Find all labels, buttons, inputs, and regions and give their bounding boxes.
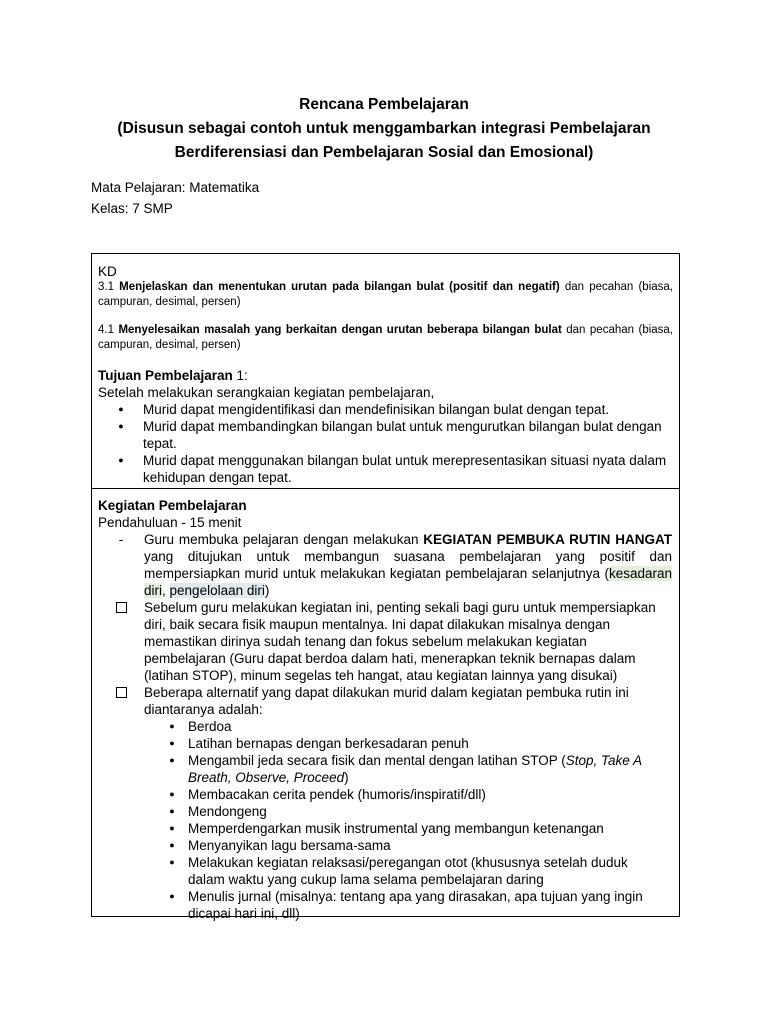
kd-item-4-1: 4.1 Menyelesaikan masalah yang berkaitan dengan urutan beberapa bilangan bulat dan pecahan (biasa, campuran, desimal, persen) — [98, 324, 673, 351]
activities-subheading: Pendahuluan - 15 menit — [98, 515, 242, 530]
title-line-2: (Disusun sebagai contoh untuk menggambarkan integrasi Pembelajaran — [117, 120, 651, 137]
subject-label: Mata Pelajaran: Matematika — [91, 180, 260, 195]
bullet-icon — [165, 752, 179, 771]
grade-label: Kelas: 7 SMP — [91, 201, 173, 216]
title-line-3: Berdiferensiasi dan Pembelajaran Sosial dan Emosional) — [174, 144, 594, 161]
lesson-meta — [91, 177, 259, 219]
bullet-icon — [114, 452, 128, 471]
kd-item-3-1: 3.1 Menjelaskan dan menentukan urutan pada bilangan bulat (positif dan negatif) dan pecahan (biasa, campuran, desimal, persen) — [98, 281, 673, 308]
activities-cell: Kegiatan Pembelajaran Pendahuluan - 15 menit - Guru membuka pelajaran dengan melakukan KEGIATAN PEMBUKA RUTIN HANGAT yang ditujukan untuk membangun suasana pembelajaran yang positif dan mempersiapkan murid untuk melakukan kegiatan pembelajaran selanjutnya (kesadaran diri, pengelolaan diri) Sebelum guru melakukan kegiatan ini, penting sekali bagi guru untuk mempersiapkan diri, baik secara fisik maupun mentalnya. Ini dapat dilakukan misalnya dengan memastikan dirinya sudah tenang dan fokus sebelum melakukan kegiatan pembelajaran (Guru dapat berdoa dalam hati, menerapkan teknik bernapas dalam (latihan STOP), minum segelas teh hangat, atau kegiatan lainnya yang disukai) Beberapa alternatif yang dapat dilakukan murid dalam kegiatan pembuka rutin ini diantaranya adalah: ● Berdoa ● Latihan bernapas dengan berkesadaran penuh ● Mengambil jeda secara fisik dan mental dengan latihan STOP (Stop, Take A Breath, Observe, Proceed) ● Membacakan cerita pendek (humoris/inspiratif/dll) ● Mendongeng ● Memperdengarkan musik instrumental yang membangun ketenangan ● Menyanyikan lagu bersama-sama ● Melakukan kegiatan relaksasi/peregangan otot (khususnya setelah duduk dalam waktu yang cukup lama selama pembelajaran daring ● Menulis jurnal (misalnya: tentang apa yang dirasakan, apa tujuan yang ingin dicapai hari ini, dll) — [91, 489, 680, 917]
kd-heading: KD — [98, 264, 117, 279]
title-line-1: Rencana Pembelajaran — [299, 96, 469, 113]
checkbox-icon — [114, 599, 128, 616]
bullet-icon — [114, 418, 128, 437]
highlight-self-awareness: kesadaran diri — [144, 566, 672, 598]
document-title — [0, 93, 768, 165]
dash-icon — [114, 531, 128, 548]
checkbox-icon — [114, 684, 128, 701]
objectives-heading: Tujuan Pembelajaran 1: — [98, 368, 248, 383]
bullet-icon — [165, 888, 179, 907]
highlight-self-management: pengelolaan diri — [169, 583, 265, 598]
bullet-icon — [165, 854, 179, 873]
activities-heading: Kegiatan Pembelajaran — [98, 498, 247, 513]
kd-objectives-cell: KD 3.1 Menjelaskan dan menentukan urutan pada bilangan bulat (positif dan negatif) dan pecahan (biasa, campuran, desimal, persen) 4.1 Menyelesaikan masalah yang berkaitan dengan urutan beberapa bilangan bulat dan pecahan (biasa, campuran, desimal, persen) Tujuan Pembelajaran 1: Setelah melakukan serangkaian kegiatan pembelajaran, ● Murid dapat mengidentifikasi dan mendefinisikan bilangan bulat dengan tepat. ● Murid dapat membandingkan bilangan bulat untuk mengurutkan bilangan bulat dengan tepat. ● Murid dapat menggunakan bilangan bulat untuk merepresentasikan situasi nyata dalam kehidupan dengan tepat. — [91, 253, 680, 489]
objectives-intro: Setelah melakukan serangkaian kegiatan pembelajaran, — [98, 385, 435, 400]
